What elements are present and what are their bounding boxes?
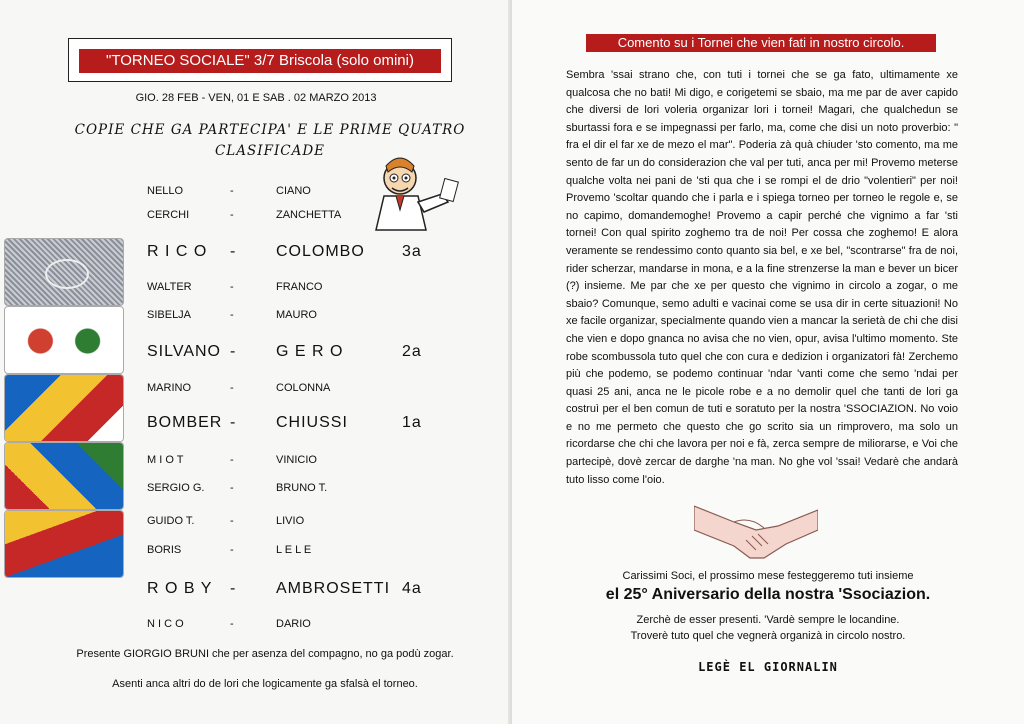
pair-dash: - — [230, 544, 234, 556]
player-b: AMBROSETTI — [276, 580, 391, 597]
title-box — [68, 38, 452, 82]
player-a: R O B Y — [147, 580, 213, 597]
player-a: BOMBER — [147, 414, 223, 431]
pair-dash: - — [230, 343, 237, 360]
pair-row — [0, 454, 512, 474]
placement: 2a — [402, 343, 422, 360]
pair-row — [0, 544, 512, 564]
absent-note: Presente GIORGIO BRUNI che per asenza del compagno, no ga podù zogar. — [76, 648, 454, 660]
player-a: CERCHI — [147, 209, 190, 221]
player-b: ZANCHETTA — [276, 209, 342, 221]
player-a: N I C O — [147, 618, 184, 630]
pair-row — [0, 382, 512, 402]
pair-row — [0, 281, 512, 301]
player-a: M I O T — [147, 454, 184, 466]
player-a: BORIS — [147, 544, 182, 556]
pair-row — [0, 515, 512, 535]
player-a: MARINO — [147, 382, 191, 394]
player-b: FRANCO — [276, 281, 323, 293]
player-b: DARIO — [276, 618, 311, 630]
player-a: SIBELJA — [147, 309, 192, 321]
placement: 1a — [402, 414, 422, 431]
invitation-line: Carissimi Soci, el prossimo mese festeggeremo tuti insieme — [622, 570, 914, 582]
player-b: BRUNO T. — [276, 482, 328, 494]
pair-dash: - — [230, 309, 234, 321]
pair-dash: - — [230, 209, 234, 221]
pair-row — [0, 618, 512, 638]
heading-line-1: COPIE CHE GA PARTECIPA' E LE PRIME QUATRO — [74, 122, 466, 138]
comment-body: Sembra 'ssai strano che, con tuti i tornei che se ga fato, ultimamente xe qualcosa che no bati! Mi digo, e corigetemi se sbaio, ma me par de aver capido che diversi de lori voleria organizar lori i tornei! Magari, che qualchedun se sburtassi fora e se impegnassi per farlo, ma, come che disi un noto proverbio: " fra el dir el far xe de mezo el mar". Poderia zà quà chiuder 'sto comento, ma me sento de far un do considerazion che val per tuti, anca per mi! Provemo meterse qualche volta nei pani de 'sti qua che i se rompi el de drio "volentieri" per noi! Provemo 'scoltar quando che i parla e i spiega torneo per torneo le regole e, se no capimo, domandemoghe! Provemo a capir perché che vignimo a far 'sti tornei! Con qual spirito zoghemo tra de noi! Per cossa che zoghemo! E alora veramente se rendessimo conto quanto sia bel, e xe bel, "scontrarse" fra de noi, rider scherzar, mandarse in mona, e a la fine strenzerse la man e bever un bicer (?) insieme. Me par che xe per questo che vignimo in circolo a zogar, o me sbaio? Comunque, semo adulti e vacinai come se usa dir in certe situazioni! No xe facile organizar, specialmente quando vien a mancar la serietà de chi che disi che vien e dopo gnanca no avisa che no vien, opur, avisa l'ultimo momento. Ste robe scombussola tuto quel che con cura e dedizion i organizatori fà! Zerchemo più che podemo, se podemo continuar 'ndar 'vanti come che semo 'ndai per quasi 25 ani, anca ne le picole robe e a no demolir quel che tanti de lori ga costruì per el ben comun de tuti e soratuto per la nostra 'SSOCIAZION. No voio e no me permeto che questo che go scrito sia un rimprovero, ma solo un ricordarse che chi che lavora per noi e fà, zerca sempre de miliorarse, e Voi che partecipè, dovè zercar de darghe 'na man. No ghe vol 'ssai! Vedarè che andarà tuto lisso come l'oio. — [566, 69, 958, 486]
pair-dash: - — [230, 580, 237, 597]
player-b: LIVIO — [276, 515, 305, 527]
player-b: COLOMBO — [276, 243, 365, 260]
player-b: CHIUSSI — [276, 414, 348, 431]
player-b: COLONNA — [276, 382, 331, 394]
tournament-title: "TORNEO SOCIALE" 3/7 Briscola (solo omini) — [79, 49, 441, 73]
player-a: NELLO — [147, 185, 184, 197]
placement: 3a — [402, 243, 422, 260]
pair-row — [0, 580, 512, 600]
pair-dash: - — [230, 618, 234, 630]
pair-row — [0, 482, 512, 502]
pair-row — [0, 309, 512, 329]
player-a: SERGIO G. — [147, 482, 205, 494]
events-line: Troverè tuto quel che vegnerà organizà in circolo nostro. — [630, 630, 906, 642]
pair-dash: - — [230, 454, 234, 466]
absent-note-2: Asenti anca altri do de lori che logicamente ga sfalsà el torneo. — [112, 678, 418, 690]
pair-dash: - — [230, 281, 234, 293]
presence-line: Zerchè de esser presenti. 'Vardè sempre le locandine. — [636, 614, 900, 626]
player-a: GUIDO T. — [147, 515, 195, 527]
player-a: WALTER — [147, 281, 192, 293]
tournament-dates: GIO. 28 FEB - VEN, 01 E SAB . 02 MARZO 2013 — [135, 92, 377, 104]
pair-dash: - — [230, 382, 234, 394]
comment-title: Comento su i Tornei che vien fati in nostro circolo. — [586, 34, 936, 52]
pair-row — [0, 343, 512, 363]
placement: 4a — [402, 580, 422, 597]
player-a: R I C O — [147, 243, 208, 260]
handshake-icon — [694, 500, 818, 564]
player-b: MAURO — [276, 309, 317, 321]
pair-dash: - — [230, 482, 234, 494]
anniversary-heading: el 25° Aniversario della nostra 'Ssociazion. — [605, 586, 931, 603]
pair-dash: - — [230, 414, 237, 431]
player-b: G E R O — [276, 343, 344, 360]
heading-line-2: CLASIFICADE — [214, 143, 326, 159]
pair-row — [0, 209, 512, 229]
pair-dash: - — [230, 185, 234, 197]
player-b: L E L E — [276, 544, 312, 556]
player-a: SILVANO — [147, 343, 221, 360]
pair-row — [0, 414, 512, 434]
pair-row — [0, 243, 512, 263]
newsletter-signature: LEGÈ EL GIORNALIN — [698, 660, 838, 674]
pair-row — [0, 185, 512, 205]
player-b: VINICIO — [276, 454, 317, 466]
pair-dash: - — [230, 243, 237, 260]
player-b: CIANO — [276, 185, 311, 197]
pair-dash: - — [230, 515, 234, 527]
